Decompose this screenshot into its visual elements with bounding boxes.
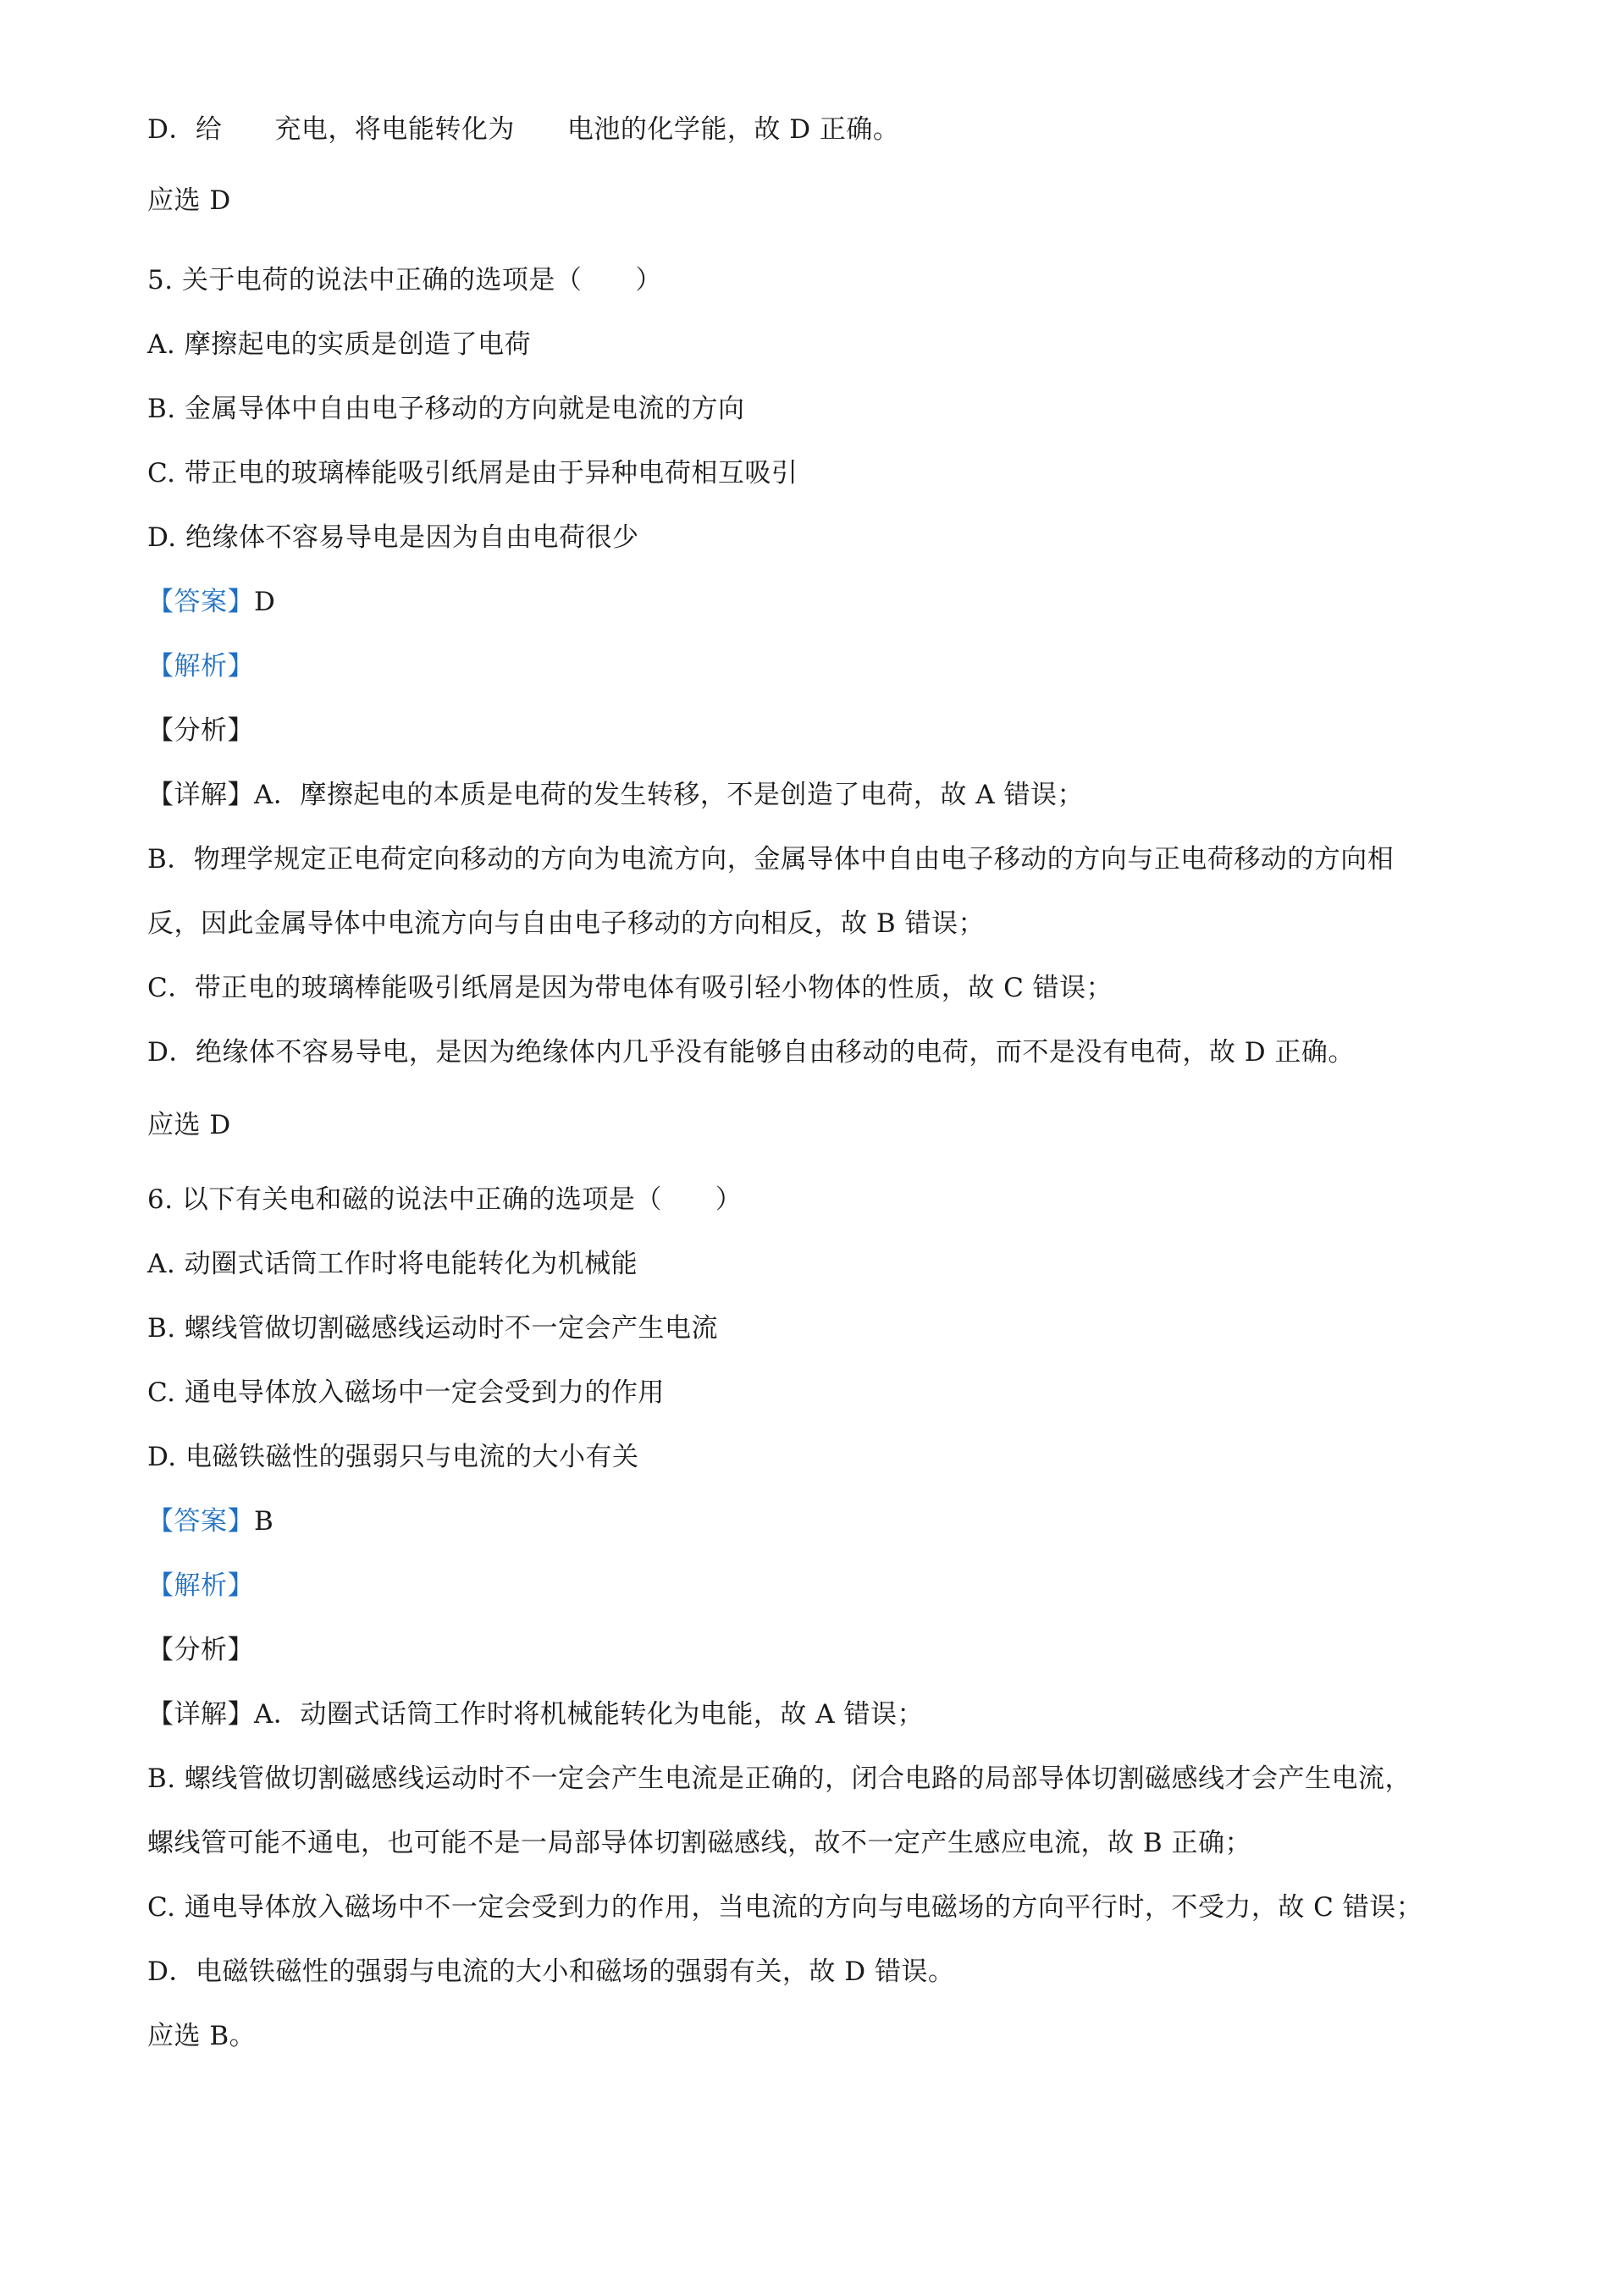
text-segment: 电池的化学能，故 D 正确。 [566, 114, 900, 145]
q6-option-c: C. 通电导体放入磁场中一定会受到力的作用 [147, 1377, 665, 1408]
q5-analysis-label [147, 649, 254, 684]
q6-conclusion: 应选 B。 [147, 2021, 257, 2051]
q6-answer-line [147, 1504, 273, 1539]
q6-analysis-label [147, 1568, 254, 1603]
question-6-stem: 6. 以下有关电和磁的说法中正确的选项是（ ） [147, 1184, 743, 1215]
answer-label: 【答案】 [147, 587, 254, 617]
q6-option-b: B. 螺线管做切割磁感线运动时不一定会产生电流 [147, 1313, 718, 1344]
q5-detail-b: B．物理学规定正电荷定向移动的方向为电流方向，金属导体中自由电子移动的方向与正电荷移动的方向相 [147, 844, 1395, 875]
analysis-label: 【解析】 [147, 651, 254, 682]
q6-option-a: A. 动圈式话筒工作时将电能转化为机械能 [147, 1249, 638, 1279]
q5-option-b: B. 金属导体中自由电子移动的方向就是电流的方向 [147, 394, 745, 424]
q6-detail-d: D．电磁铁磁性的强弱与电流的大小和磁场的强弱有关，故 D 错误。 [147, 1957, 955, 1987]
text-segment: 充电，将电能转化为 [274, 114, 515, 145]
text-segment: D．给 [147, 114, 223, 145]
q5-detail-a: 【详解】A．摩擦起电的本质是电荷的发生转移，不是创造了电荷，故 A 错误； [147, 780, 1084, 810]
q5-option-d: D. 绝缘体不容易导电是因为自由电荷很少 [147, 522, 639, 553]
text-line [147, 112, 899, 147]
q6-option-d: D. 电磁铁磁性的强弱只与电流的大小有关 [147, 1442, 639, 1472]
answer-value: D [254, 587, 276, 617]
q5-detail-c: C．带正电的玻璃棒能吸引纸屑是因为带电体有吸引轻小物体的性质，故 C 错误； [147, 973, 1113, 1003]
conclusion-line: 应选 D [147, 185, 231, 216]
q5-detail-b-cont: 反，因此金属导体中电流方向与自由电子移动的方向相反，故 B 错误； [147, 908, 985, 939]
q5-fenxi-label: 【分析】 [147, 715, 254, 746]
q5-detail-d: D．绝缘体不容易导电，是因为绝缘体内几乎没有能够自由移动的电荷，而不是没有电荷，故 D 正确。 [147, 1037, 1355, 1068]
q6-detail-b-cont: 螺线管可能不通电，也可能不是一局部导体切割磁感线，故不一定产生感应电流，故 B 正确； [147, 1828, 1251, 1858]
question-5-stem: 5. 关于电荷的说法中正确的选项是（ ） [147, 265, 662, 295]
q5-answer-line [147, 584, 275, 620]
q5-conclusion: 应选 D [147, 1110, 231, 1140]
q6-detail-a: 【详解】A．动圈式话筒工作时将机械能转化为电能，故 A 错误； [147, 1699, 924, 1730]
analysis-label: 【解析】 [147, 1570, 254, 1601]
q6-detail-c: C. 通电导体放入磁场中不一定会受到力的作用，当电流的方向与电磁场的方向平行时，不受力，故 C 错误； [147, 1892, 1423, 1923]
q5-option-a: A. 摩擦起电的实质是创造了电荷 [147, 329, 532, 360]
q6-fenxi-label: 【分析】 [147, 1635, 254, 1665]
answer-label: 【答案】 [147, 1506, 254, 1537]
answer-value: B [254, 1506, 274, 1537]
q6-detail-b: B. 螺线管做切割磁感线运动时不一定会产生电流是正确的，闭合电路的局部导体切割磁感线才会产生电流， [147, 1763, 1411, 1794]
q5-option-c: C. 带正电的玻璃棒能吸引纸屑是由于异种电荷相互吸引 [147, 458, 798, 488]
